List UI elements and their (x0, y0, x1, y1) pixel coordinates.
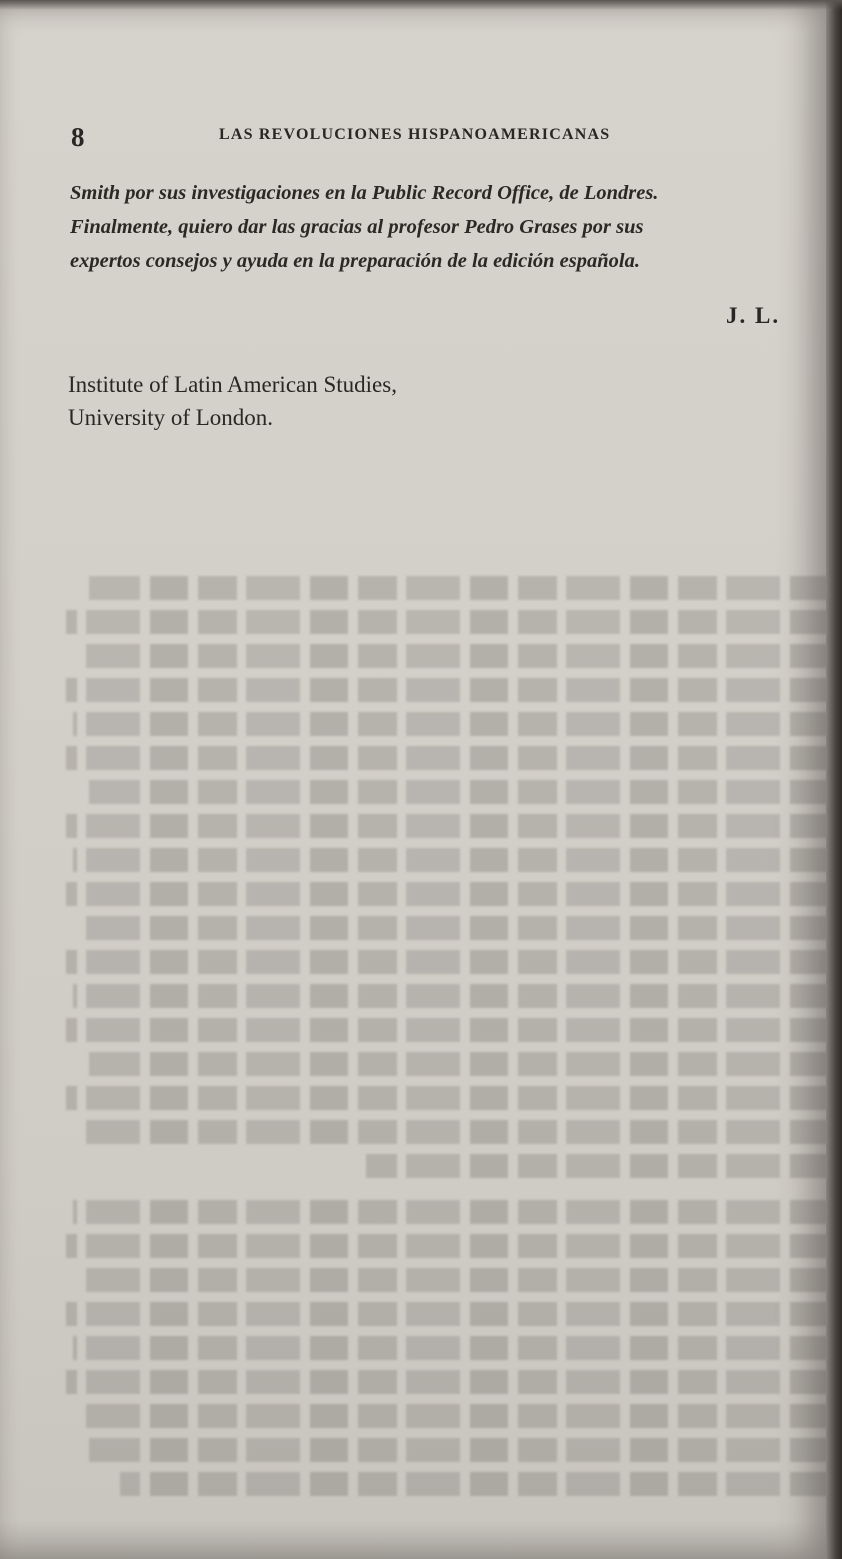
acknowledgement-paragraph (70, 176, 830, 278)
show-through-heading (58, 488, 828, 520)
institute-affiliation (68, 368, 397, 434)
page-top-edge (0, 0, 842, 10)
author-initials: J. L. (726, 303, 781, 328)
acknowledgement-line: Smith por sus investigaciones en la Public Record Office, de Londres. (70, 182, 659, 204)
university-name: University of London. (68, 405, 274, 430)
page-edge (826, 0, 842, 1559)
acknowledgement-line: expertos consejos y ayuda en la preparación de la edición española. (70, 250, 640, 272)
institute-name: Institute of Latin American Studies, (68, 372, 397, 397)
show-through-text (58, 488, 828, 1548)
acknowledgement-line: Finalmente, quiero dar las gracias al profesor Pedro Grases por sus (70, 216, 644, 238)
running-head: LAS REVOLUCIONES HISPANOAMERICANAS (219, 126, 611, 143)
page-number: 8 (71, 122, 86, 152)
page-bottom-shadow (0, 1520, 826, 1559)
